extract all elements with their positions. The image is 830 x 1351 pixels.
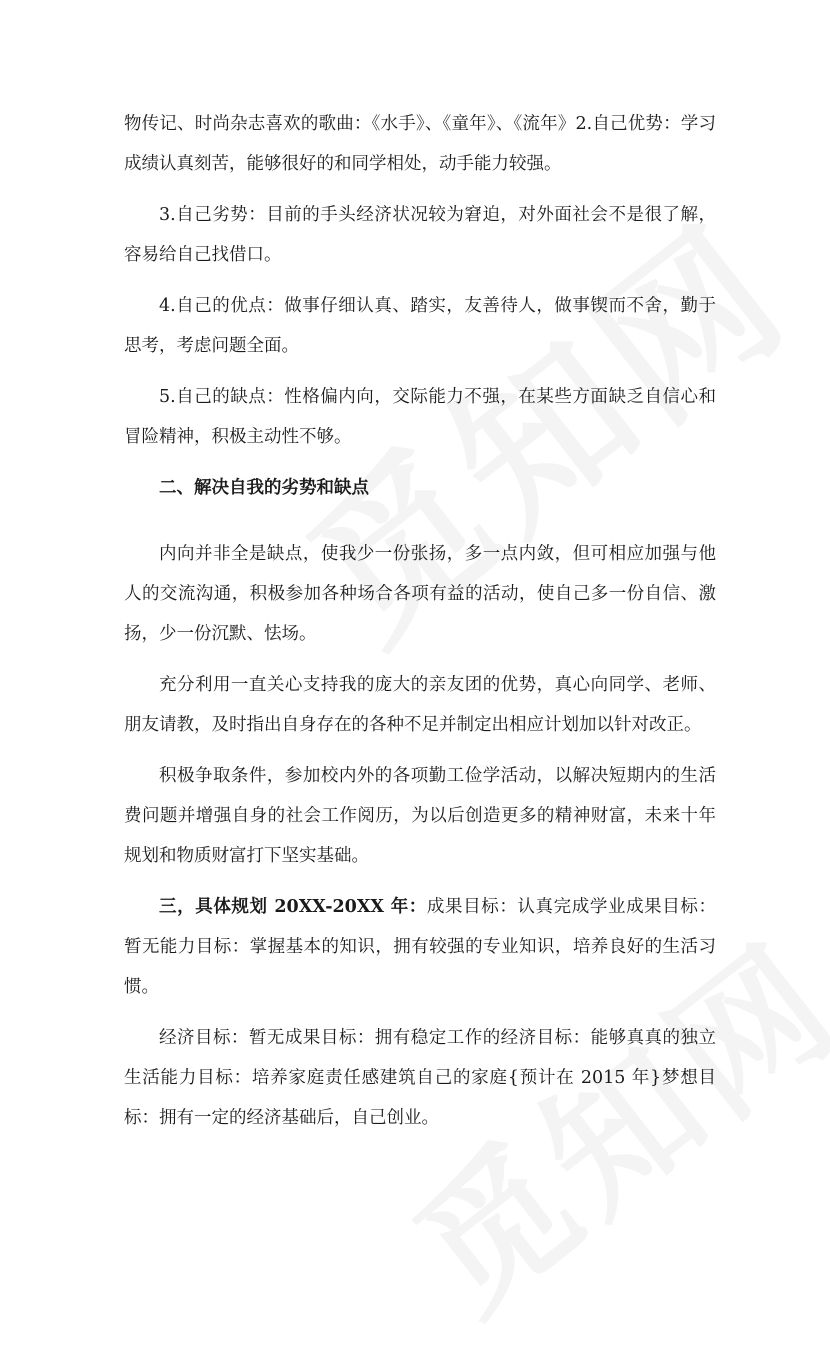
document-body [124, 104, 716, 1149]
paragraph-introversion: 内向并非全是缺点，使我少一份张扬，多一点内敛，但可相应加强与他人的交流沟通，积极参加各种场合各项有益的活动，使自己多一份自信、激扬，少一份沉默、怯场。 [124, 544, 716, 644]
paragraph-economic-goals: 经济目标：暂无成果目标：拥有稳定工作的经济目标：能够真真的独立生活能力目标：培养家庭责任感建筑自己的家庭{预计在 2015 年}梦想目标：拥有一定的经济基础后，自己创业。 [124, 1028, 716, 1128]
paragraph-hobbies-strengths: 物传记、时尚杂志喜欢的歌曲：《水手》、《童年》、《流年》2.自己优势：学习成绩认真刻苦，能够很好的和同学相处，动手能力较强。 [124, 114, 716, 174]
paragraph-specific-plan [124, 887, 716, 1007]
paragraph-work-study: 积极争取条件，参加校内外的各项勤工俭学活动，以解决短期内的生活费问题并增强自身的社会工作阅历，为以后创造更多的精神财富，未来十年规划和物质财富打下坚实基础。 [124, 766, 716, 866]
paragraph-weaknesses: 3.自己劣势：目前的手头经济状况较为窘迫，对外面社会不是很了解，容易给自己找借口。 [124, 205, 716, 265]
paragraph-merits: 4.自己的优点：做事仔细认真、踏实，友善待人，做事锲而不舍，勤于思考，考虑问题全面。 [124, 296, 716, 356]
paragraph-family-support: 充分利用一直关心支持我的庞大的亲友团的优势，真心向同学、老师、朋友请教，及时指出自身存在的各种不足并制定出相应计划加以针对改正。 [124, 675, 716, 735]
section-heading-3: 三，具体规划 20XX-20XX 年： [159, 897, 427, 917]
section-heading-2: 二、解决自我的劣势和缺点 [159, 478, 369, 498]
paragraph-shortcomings: 5.自己的缺点：性格偏内向，交际能力不强，在某些方面缺乏自信心和冒险精神，积极主动性不够。 [124, 387, 716, 447]
plan-goals-text: 成果目标：认真完成学业成果目标：暂无能力目标：掌握基本的知识，拥有较强的专业知识，培养良好的生活习惯。 [124, 897, 716, 997]
